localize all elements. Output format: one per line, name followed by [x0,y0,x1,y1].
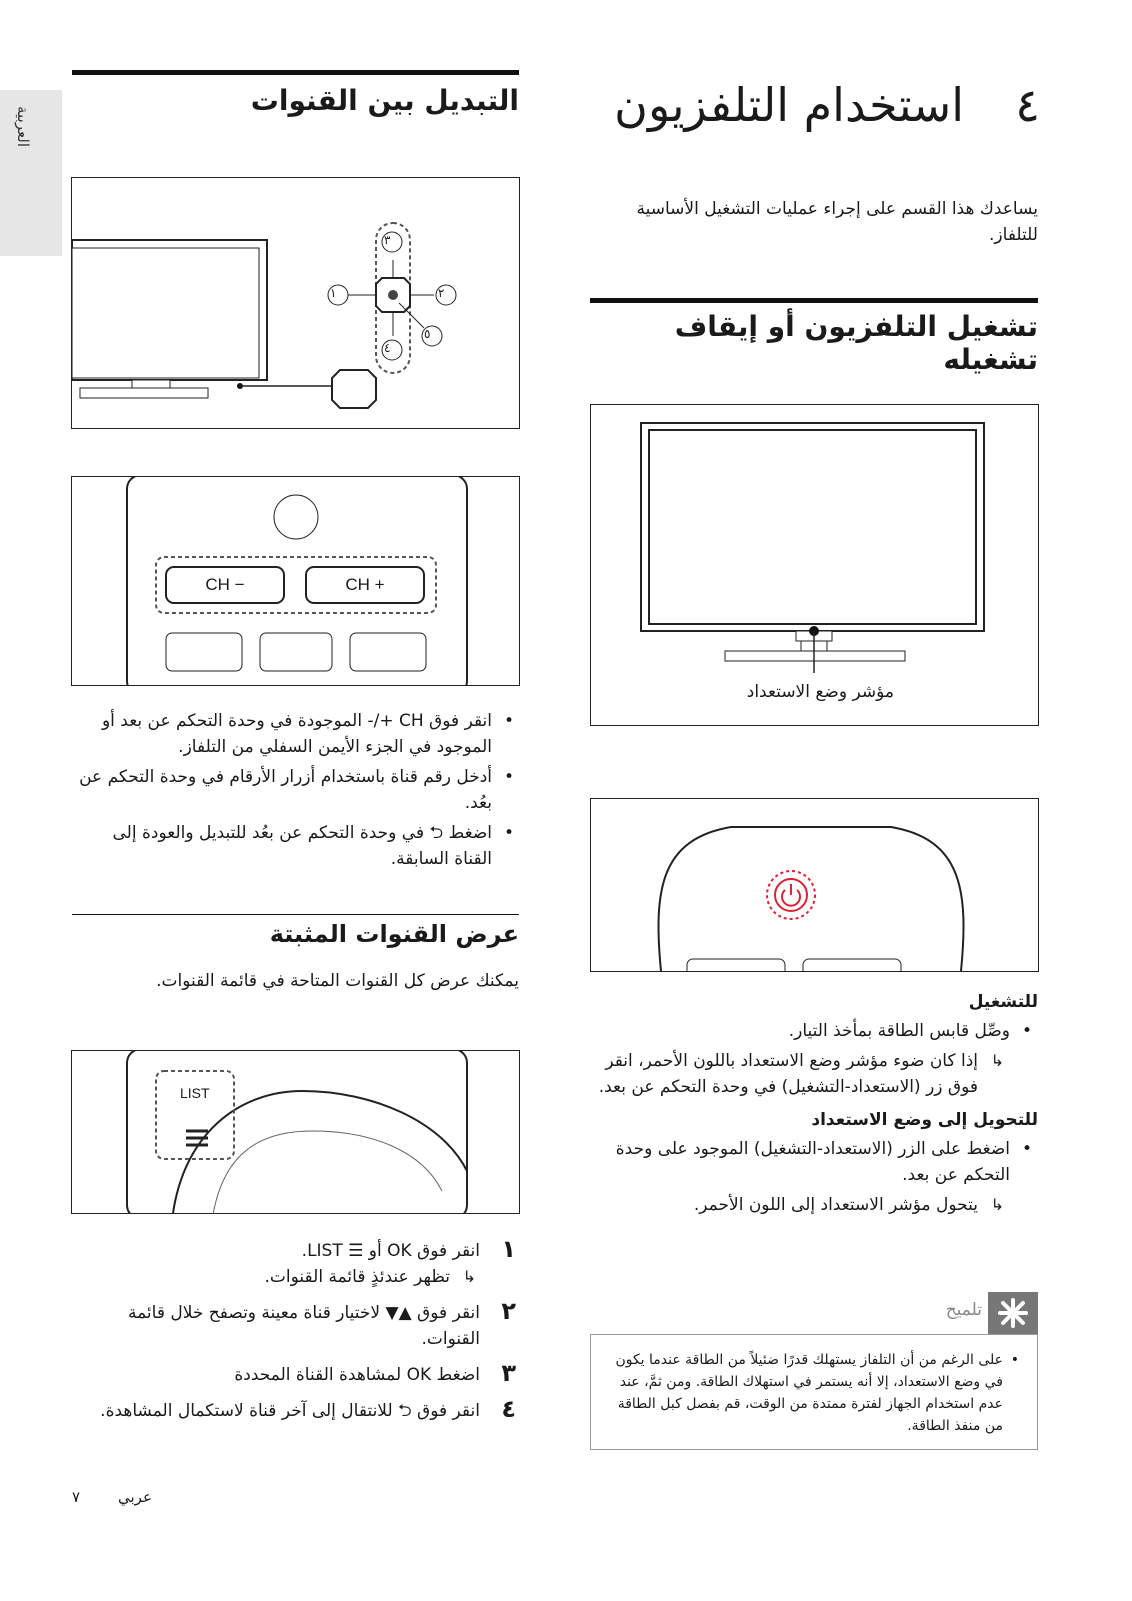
power-on-heading: للتشغيل [968,992,1038,1012]
tip-header [940,1292,1038,1334]
ch-plus-button: CH + [345,575,385,594]
step-result [72,1264,480,1290]
remote-drawing [591,799,1038,971]
language-tab-label: العربية [14,106,32,147]
footer-language: عربي [118,1488,152,1506]
bullet-number: • أدخل رقم قناة باستخدام أزرار الأرقام في وحدة التحكم عن بعُد. [72,764,520,816]
page-footer [72,1488,192,1512]
power-on-result [590,1048,1008,1100]
step-number: ١ [501,1235,516,1263]
step-number: ٤ [501,1395,516,1423]
list-steps [72,1235,520,1434]
tv-side-diagram [71,177,520,429]
step-text: انقر فوق ▲▼ لاختيار قناة معينة وتصفح خلال قائمة القنوات. [127,1303,480,1349]
step-text: انقر فوق ⮌ للانتقال إلى آخر قناة لاستكمال المشاهدة. [100,1401,480,1421]
power-on-bullet: • وصِّل قابس الطاقة بمأخذ التيار. [590,1018,1038,1044]
step-2 [72,1297,520,1352]
section-title-list: عرض القنوات المثبتة [269,920,519,948]
power-on-result-text: إذا كان ضوء مؤشر وضع الاستعداد باللون الأحمر، انقر فوق زر (الاستعداد-التشغيل) في وحدة التحكم عن بعد. [598,1051,978,1097]
tip-icon [988,1292,1038,1334]
diagram-label-5: ٥ [424,327,431,341]
step-number: ٣ [501,1359,516,1387]
standby-bullet: • اضغط على الزر (الاستعداد-التشغيل) الموجود على وحدة التحكم عن بعد. [590,1136,1038,1188]
step-3 [72,1359,520,1388]
step-number: ٢ [501,1297,516,1325]
control-diagram [72,178,519,428]
language-side-tab [0,90,62,256]
tv-drawing [591,405,1038,725]
diagram-label-1: ١ [330,286,337,300]
standby-result-text: يتحول مؤشر الاستعداد إلى اللون الأحمر. [693,1195,978,1215]
tv-illustration [590,404,1039,726]
section-rule-channels [72,70,519,75]
step-text: اضغط OK لمشاهدة القناة المحددة [234,1365,480,1385]
step-4 [72,1395,520,1424]
ch-remote-illustration [71,476,520,686]
result-arrow-icon: ↳ [462,1267,476,1286]
section-rule [590,298,1038,303]
standby-indicator-caption: مؤشر وضع الاستعداد [746,682,894,702]
chapter-title: استخدام التلفزيون [614,78,964,132]
bullet-back: • اضغط ⮌ في وحدة التحكم عن بعُد للتبديل والعودة إلى القناة السابقة. [72,820,520,872]
power-on-section [590,992,1038,1218]
step-text: انقر فوق OK أو ☰ LIST. [301,1241,480,1261]
result-arrow-icon: ↳ [990,1195,1004,1214]
list-remote-drawing [72,1051,519,1213]
list-button-label: LIST [180,1085,210,1101]
chapter-intro: يساعدك هذا القسم على إجراء عمليات التشغيل الأساسية للتلفاز. [636,199,1038,245]
diagram-label-3: ٣ [384,233,391,247]
chapter-heading [590,78,1040,138]
diagram-label-4: ٤ [384,341,391,355]
remote-power-illustration [590,798,1039,972]
section-rule-list [72,914,519,915]
list-remote-illustration [71,1050,520,1214]
tip-text: • على الرغم من أن التلفاز يستهلك قدرًا ضئيلاً من الطاقة عندما يكون في وضع الاستعداد، إلا أنه يستمر في استهلاك الطاقة. ومن ثمَّ، عند عدم استخدام الجهاز لفترة ممتدة من الوقت، قم بفصل كبل الطاقة من منفذ الطاقة. [607,1349,1019,1437]
tip-box [590,1334,1038,1450]
diagram-label-2: ٢ [438,286,445,300]
chapter-number: ٤ [1015,78,1040,132]
list-intro: يمكنك عرض كل القنوات المتاحة في قائمة القنوات. [156,971,519,991]
standby-result [590,1192,1008,1218]
bullet-ch: • انقر فوق CH +/- الموجودة في وحدة التحكم عن بعد أو الموجود في الجزء الأيمن السفلي من التلفاز. [72,708,520,760]
tip-label: تلميح [945,1300,982,1320]
channel-bullets [72,708,520,876]
page-number: ٧ [72,1488,81,1506]
standby-heading: للتحويل إلى وضع الاستعداد [811,1110,1038,1130]
step-result-text: تظهر عندئذٍ قائمة القنوات. [264,1267,450,1287]
step-1 [72,1235,520,1290]
ch-remote-drawing [72,477,519,685]
result-arrow-icon: ↳ [990,1051,1004,1070]
section-title-channels: التبديل بين القنوات [250,84,519,117]
ch-minus-button: CH − [205,575,245,594]
section-title-power: تشغيل التلفزيون أو إيقاف تشغيله [674,310,1038,376]
